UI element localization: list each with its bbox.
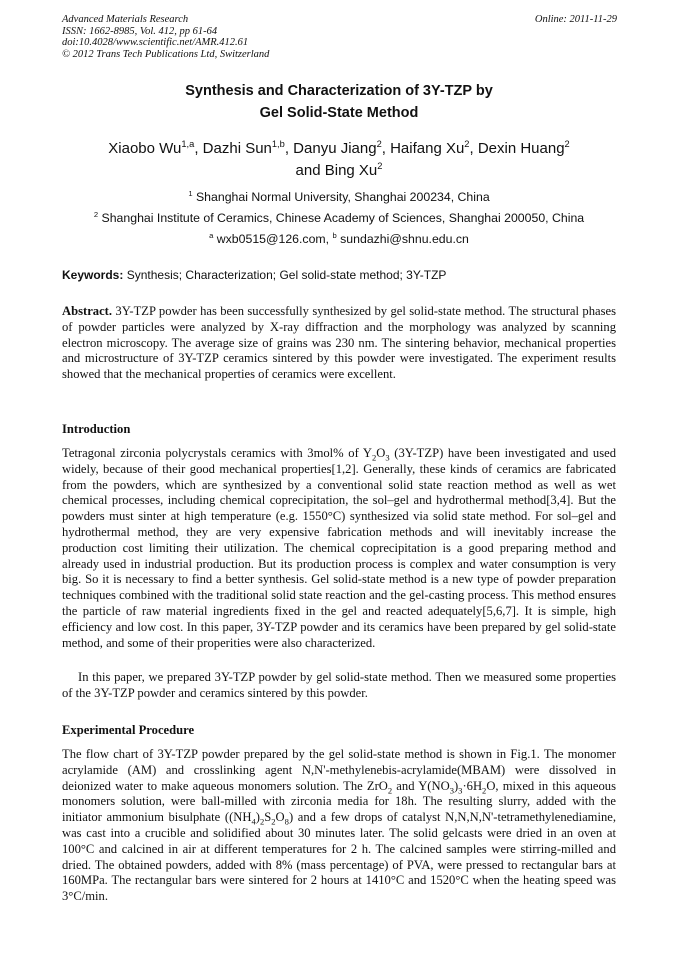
subscript: 4	[251, 816, 256, 827]
section-heading-experimental: Experimental Procedure	[62, 723, 195, 737]
affil-mark: 2	[93, 209, 99, 219]
exp-text: )	[453, 778, 459, 793]
subscript: 8	[284, 816, 289, 827]
subscript: 2	[387, 785, 393, 796]
author-name: Dazhi Sun	[202, 140, 272, 157]
affil-text: Shanghai Normal University, Shanghai 200234, China	[195, 190, 490, 204]
author-name: and Bing Xu	[295, 162, 378, 179]
keywords	[62, 268, 446, 282]
intro-text: Tetragonal zirconia polycrystals ceramics with 3mol% of Y	[62, 446, 373, 460]
subscript: 2	[372, 452, 377, 463]
journal-issn: ISSN: 1662-8985, Vol. 412, pp 61-64	[62, 25, 218, 37]
title-line-2: Gel Solid-State Method	[259, 105, 419, 121]
journal-name: Advanced Materials Research	[62, 14, 189, 25]
subscript: 3	[449, 785, 454, 796]
exp-text: O, mixed in this aqueous monomers solution, were ball-milled with zirconia media for 18h. The resulting slurry, added with the initiator ammonium bisulphate ((NH	[62, 778, 616, 825]
author-emails	[0, 232, 678, 246]
affil-mark: 1	[188, 188, 193, 198]
keywords-label: Keywords:	[62, 268, 124, 282]
exp-text: ) and a few drops of catalyst N,N,N,N'-tetramethylenediamine, was cast into a crucible and solidified about 30 minutes later. The solid gelcasts were dried in an oven at 100°C and calcined in air at different temperatures for 2 h. The calcined samples were stirring-milled and dried. The obtained powders, added with 8% (mass percentage) of PVA, were pressed to rectangular bars at 160MPa. The rectangular bars were sintered for 2 hours at 1410°C and 1520°C when the heating speed was 3°C/min.	[62, 810, 616, 904]
affiliation-1	[0, 190, 678, 204]
abstract-label: Abstract.	[62, 304, 113, 318]
subscript: 3	[385, 452, 390, 463]
journal-copyright: © 2012 Trans Tech Publications Ltd, Switzerland	[62, 48, 270, 60]
intro-text: (3Y-TZP) have been investigated and used widely, because of their good mechanical properties[1,2]. Generally, these kinds of ceramics are fabricated from the powders, which are synthesized by a conventional solid state reaction method as well as wet chemical processes, including chemical coprecipitation, the sol–gel and hydrothermal method[3,4]. But the powders must sinter at high temperature (e.g. 1550°C) synthesized via solid state method. For sol–gel and hydrothermal method, they are very expensive fabrication methods and will inevitably increase the production cost limiting their utilization. The chemical coprecipitation is a good preparing method and already used in industrial production. But its production process is complex and water consumption is very big. So it is necessary to find a better synthesis. Gel solid-state method is a new type of powder preparation techniques combined with the traditional solid state reaction and the gel-casting process. This method ensures the particle of raw material ingredients fixed in the gel and reacted adequately[5,6,7]. It is simple, high efficiency and low cost. In this paper, 3Y-TZP powder and its ceramics have been prepared by gel solid-state method, and some of their properities were also characterized.	[62, 446, 616, 650]
exp-text: ·6H	[462, 778, 483, 793]
affiliation-2	[0, 211, 678, 225]
exp-text: )	[255, 810, 260, 825]
subscript: 2	[259, 816, 265, 827]
author-name: Xiaobo Wu	[108, 140, 182, 157]
online-date: Online: 2011-11-29	[534, 14, 617, 25]
section-heading-introduction: Introduction	[62, 422, 131, 436]
journal-header	[62, 14, 617, 60]
author-affil-mark: 2	[377, 161, 383, 171]
author-affil-mark: 2	[564, 139, 570, 149]
author-affil-mark: 2	[464, 139, 470, 149]
journal-doi: doi:10.4028/www.scientific.net/AMR.412.61	[62, 37, 249, 48]
intro-text: O	[376, 446, 386, 460]
exp-text: S	[264, 810, 272, 825]
keywords-text: Synthesis; Characterization; Gel solid-state method; 3Y-TZP	[126, 268, 447, 282]
author-affil-mark: 1,b	[271, 139, 285, 149]
introduction-paragraph-2: In this paper, we prepared 3Y-TZP powder by gel solid-state method. Then we measured some properties of the 3Y-TZP powder and ceramics sintered by this powder.	[62, 670, 616, 700]
subscript: 2	[271, 816, 276, 827]
author-list	[0, 138, 678, 182]
subscript: 3	[458, 785, 463, 796]
abstract	[62, 304, 616, 383]
exp-text: The flow chart of 3Y-TZP powder prepared by the gel solid-state method is shown in Fig.1. The monomer acrylamide (AM) and crosslinking agent N,N'-methylenebis-acrylamide(MBAM) were dissolved in deionized water to make aqueous monomers solution. The ZrO	[62, 747, 616, 793]
author-affil-mark: 2	[376, 139, 382, 149]
exp-text: O	[275, 810, 285, 825]
author-affil-mark: 1,a	[181, 139, 195, 149]
author-line-2	[0, 160, 678, 182]
exp-text: and Y(NO	[392, 778, 450, 793]
author-name: Dexin Huang	[477, 140, 565, 157]
affil-text: Shanghai Institute of Ceramics, Chinese Academy of Sciences, Shanghai 200050, China	[101, 211, 585, 225]
abstract-text: 3Y-TZP powder has been successfully synthesized by gel solid-state method. The structural phases of powder particles were analyzed by X-ray diffraction and the morphology was analyzed by scanning electron microscopy. The average size of grains was 230 nm. The sintering behavior, mechanical properties and microstructure of 3Y-TZP ceramics sintered by this powder were investigated. The experiment results showed that the mechanical properties of ceramics were excellent.	[62, 304, 616, 382]
email-mark: a	[209, 230, 214, 240]
introduction-paragraph-1	[62, 446, 616, 651]
author-name: Haifang Xu	[390, 140, 465, 157]
paper-title	[0, 80, 678, 124]
author-name: Danyu Jiang	[293, 140, 377, 157]
experimental-paragraph	[62, 747, 616, 905]
author-line-1: Xiaobo Wu$^{1,a}$, Dazhi Sun$^{1,b}$, Danyu Jiang$^2$, Haifang Xu$^2$, Dexin Huang$^2$	[108, 139, 570, 157]
subscript: 2	[482, 785, 487, 796]
email-text: sundazhi@shnu.edu.cn	[340, 232, 469, 246]
email-mark: b	[332, 230, 337, 240]
title-line-1: Synthesis and Characterization of 3Y-TZP by	[185, 83, 493, 99]
email-text: wxb0515@126.com,	[216, 232, 330, 246]
